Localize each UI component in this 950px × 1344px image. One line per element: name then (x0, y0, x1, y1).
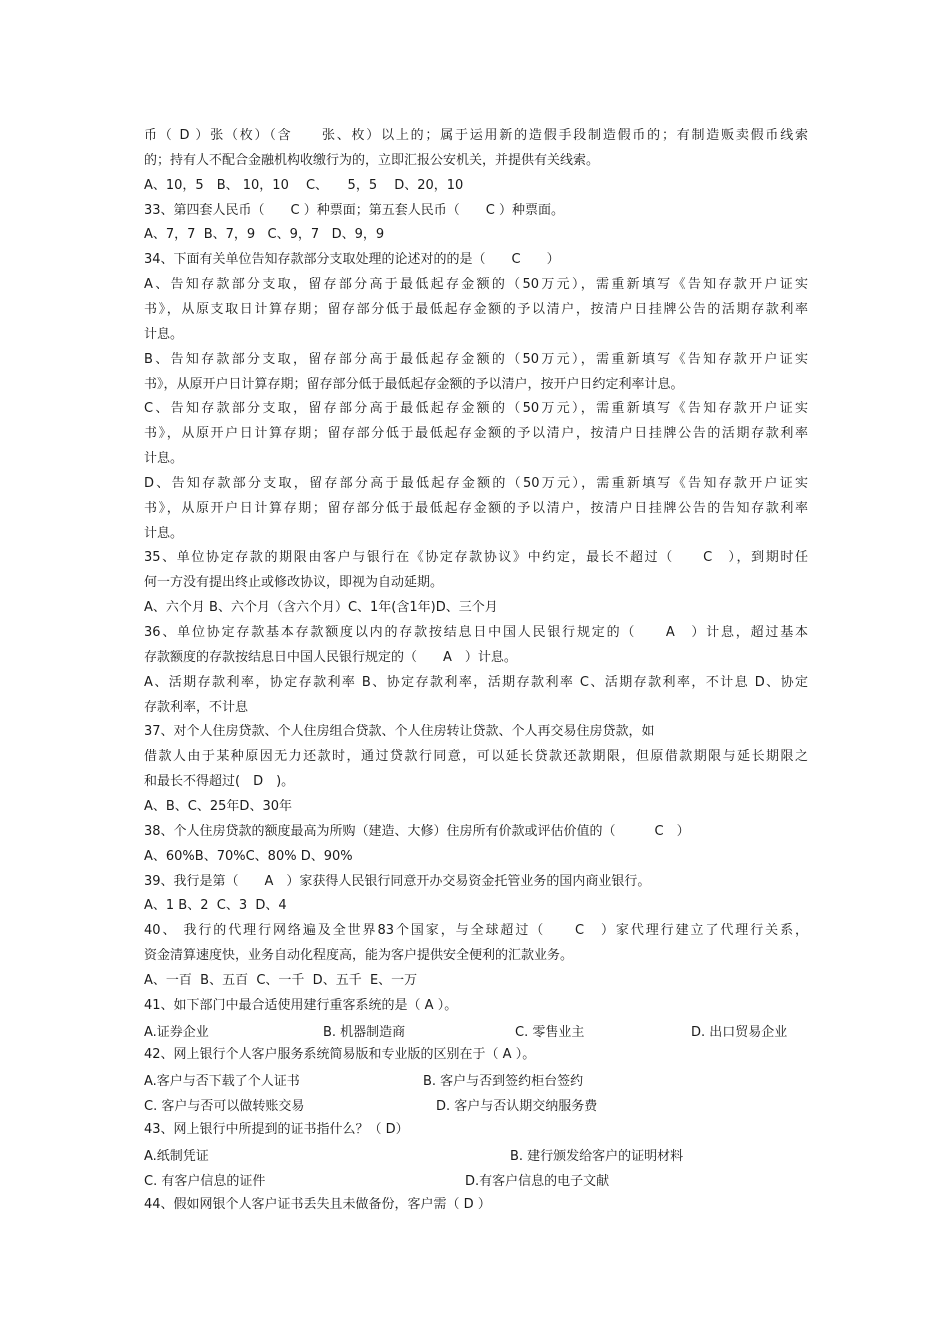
text-line: 资金清算速度快，业务自动化程度高，能为客户提供安全便利的汇款业务。 (144, 948, 574, 963)
text-line: 借款人由于某种原因无力还款时，通过贷款行同意，可以延长贷款还款期限，但原借款期限与延长期限之 (144, 749, 808, 764)
text-line: 43、网上银行中所提到的证书指什么？（ D） (144, 1122, 409, 1137)
text-line: 33、第四套人民币（ C ）种票面；第五套人民币（ C ）种票面。 (144, 203, 564, 218)
text-line: 币（ D ）张（枚）（含 张、枚）以上的；属于运用新的造假手段制造假币的；有制造贩卖假币线索 (144, 128, 808, 143)
text-line: A、一百 B、五百 C、一千 D、五千 E、一万 (144, 973, 418, 988)
q42-option-b: B. 客户与否到签约柜台签约 (423, 1074, 584, 1089)
q41-option-b: B. 机器制造商 (323, 1025, 406, 1040)
text-line: 书》，从原支取日计算存期；留存部分低于最低起存金额的予以清户，按清户日挂牌公告的活期存款利率 (144, 302, 808, 317)
text-line: 37、对个人住房贷款、个人住房组合贷款、个人住房转让贷款、个人再交易住房贷款，如 (144, 724, 655, 739)
text-line: A、1 B、2 C、3 D、4 (144, 898, 287, 913)
q41-option-d: D. 出口贸易企业 (691, 1025, 788, 1040)
q41-option-a: A.证券企业 (144, 1025, 209, 1040)
text-line: D、告知存款部分支取，留存部分高于最低起存金额的（50万元），需重新填写《告知存款开户证实 (144, 476, 808, 491)
q42-option-a: A.客户与否下载了个人证书 (144, 1074, 300, 1089)
q43-option-c: C. 有客户信息的证件 (144, 1174, 266, 1189)
text-line: C、告知存款部分支取，留存部分高于最低起存金额的（50万元），需重新填写《告知存款开户证实 (144, 401, 808, 416)
text-line: 44、假如网银个人客户证书丢失且未做备份，客户需（ D ） (144, 1197, 491, 1212)
q41-option-c: C. 零售业主 (515, 1025, 585, 1040)
text-line: 34、下面有关单位告知存款部分支取处理的论述对的的是（ C ） (144, 252, 560, 267)
text-line: 存款利率，不计息 (144, 700, 249, 715)
text-line: 书》，从原开户日计算存期；留存部分低于最低起存金额的予以清户，按开户日约定利率计息。 (144, 377, 684, 392)
text-line: 的；持有人不配合金融机构收缴行为的，立即汇报公安机关，并提供有关线索。 (144, 153, 600, 168)
text-line: 42、网上银行个人客户服务系统简易版和专业版的区别在于（ A ）。 (144, 1047, 536, 1062)
text-line: 39、我行是第（ A ）家获得人民银行同意开办交易资金托管业务的国内商业银行。 (144, 874, 651, 889)
q43-option-d: D.有客户信息的电子文献 (465, 1174, 610, 1189)
text-line: 41、如下部门中最合适使用建行重客系统的是（ A ）。 (144, 998, 458, 1013)
q43-option-a: A.纸制凭证 (144, 1149, 209, 1164)
text-line: 38、个人住房贷款的额度最高为所购（建造、大修）住房所有价款或评估价值的（ C ） (144, 824, 690, 839)
q42-option-c: C. 客户与否可以做转账交易 (144, 1099, 305, 1114)
text-line: 35、单位协定存款的期限由客户与银行在《协定存款协议》中约定，最长不超过（ C ），到期时任 (144, 550, 808, 565)
text-line: 计息。 (144, 451, 184, 466)
text-line: 书》，从原开户日计算存期；留存部分低于最低起存金额的予以清户，按清户日挂牌公告的活期存款利率 (144, 426, 808, 441)
text-line: 何一方没有提出终止或修改协议，即视为自动延期。 (144, 575, 444, 590)
text-line: A、B、C、25年D、30年 (144, 799, 292, 814)
text-line: A、60%B、70%C、80% D、90% (144, 849, 353, 864)
text-line: A、活期存款利率，协定存款利率 B、协定存款利率，活期存款利率 C、活期存款利率，不计息 D、协定 (144, 675, 808, 690)
text-line: A、告知存款部分支取，留存部分高于最低起存金额的（50万元），需重新填写《告知存款开户证实 (144, 277, 808, 292)
text-line: 和最长不得超过( D )。 (144, 774, 295, 789)
text-line: 计息。 (144, 526, 184, 541)
text-line: A、7，7 B、7，9 C、9，7 D、9，9 (144, 227, 385, 242)
text-line: 计息。 (144, 327, 184, 342)
text-line: 存款额度的存款按结息日中国人民银行规定的（ A ）计息。 (144, 650, 517, 665)
text-line: 40、 我行的代理行网络遍及全世界83个国家，与全球超过（ C ）家代理行建立了代理行关系， (144, 923, 808, 938)
q43-option-b: B. 建行颁发给客户的证明材料 (510, 1149, 684, 1164)
text-line: A、10，5 B、 10，10 C、 5，5 D、20，10 (144, 178, 464, 193)
q42-option-d: D. 客户与否认期交纳服务费 (436, 1099, 598, 1114)
text-line: 36、单位协定存款基本存款额度以内的存款按结息日中国人民银行规定的（ A ）计息，超过基本 (144, 625, 808, 640)
text-line: A、六个月 B、六个月（含六个月）C、1年(含1年)D、三个月 (144, 600, 498, 615)
text-line: B、告知存款部分支取，留存部分高于最低起存金额的（50万元），需重新填写《告知存款开户证实 (144, 352, 808, 367)
text-line: 书》，从原开户日计算存期；留存部分低于最低起存金额的予以清户，按清户日挂牌公告的告知存款利率 (144, 501, 808, 516)
